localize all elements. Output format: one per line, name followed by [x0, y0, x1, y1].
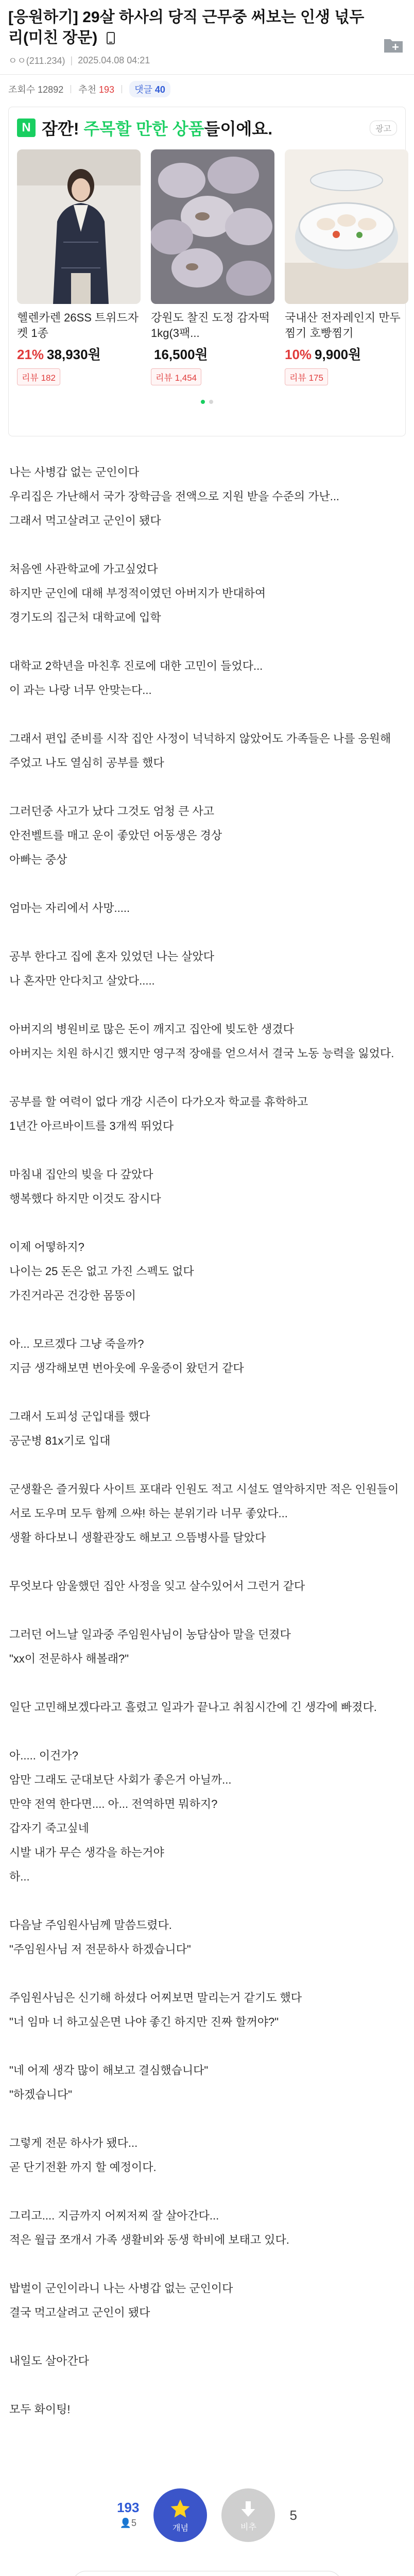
naver-logo: N: [17, 118, 36, 137]
arrow-down-icon: [238, 2499, 258, 2519]
product-price: [17, 344, 141, 363]
product-card[interactable]: [151, 149, 274, 385]
vote-area: [0, 2488, 414, 2542]
body-paragraph: 무엇보다 암울했던 집안 사정을 잊고 살수있어서 그런거 같다: [9, 1580, 305, 1592]
product-price-value: 9,900원: [315, 347, 361, 362]
downvote-label: 비추: [240, 2522, 256, 2532]
upvote-button[interactable]: [153, 2488, 207, 2542]
product-review-badge: 리뷰 1,454: [151, 368, 201, 385]
upvote-count: [117, 2500, 139, 2531]
product-discount: 10%: [285, 347, 312, 362]
body-paragraph: 모두 화이팅!: [9, 2403, 71, 2416]
post-title: [8, 7, 368, 48]
product-price-value: 38,930원: [47, 347, 101, 362]
product-price: [151, 344, 274, 363]
ad-header: [17, 117, 397, 138]
body-paragraph: 그렇게 전문 하사가 됐다... 곧 단기전환 까지 할 예정이다.: [9, 2137, 157, 2174]
recommend-stat: [78, 82, 114, 96]
post-meta: [8, 53, 368, 68]
fixed-user-icon: 👤: [119, 2518, 131, 2528]
ad-title: [42, 116, 272, 140]
upvote-fixed-count: [117, 2515, 139, 2531]
star-icon: [169, 2498, 192, 2520]
add-folder-icon[interactable]: [383, 36, 404, 54]
body-paragraph: 나는 사병갑 없는 군인이다 우리집은 가난해서 국가 장학금을 전액으로 지원 받을 수준의 가난... 그래서 먹고살려고 군인이 됐다: [9, 466, 340, 527]
carousel-dots[interactable]: [17, 400, 397, 404]
body-paragraph: 군생활은 즐거웠다 사이트 포대라 인원도 적고 시설도 열악하지만 적은 인원들이 서로 도우며 모두 함께 으쌰! 하는 분위기라 너무 좋았다... 생활 하다보니 생활관장도 해보고 으뜸병사를 달았다: [9, 1483, 399, 1544]
body-paragraph: 다음날 주임원사님께 말씀드렸다. "주임원사님 저 전문하사 하겠습니다": [9, 1919, 191, 1956]
ad-title-prefix: 잠깐!: [42, 120, 84, 138]
body-paragraph: 아... 모르겠다 그냥 죽을까? 지금 생각해보면 번아웃에 우울증이 왔던거 같다: [9, 1337, 244, 1375]
reply-count-badge[interactable]: [129, 81, 170, 97]
body-paragraph: 처음엔 사관학교에 가고싶었다 하지만 군인에 대해 부정적이였던 아버지가 반대하여 경기도의 집근처 대학교에 입학: [9, 563, 266, 624]
body-paragraph: 일단 고민해보겠다라고 흘렸고 일과가 끝나고 취침시간에 긴 생각에 빠졌다.: [9, 1701, 377, 1714]
body-paragraph: 이제 어떻하지? 나이는 25 돈은 없고 가진 스펙도 없다 가진거라곤 건강한 몸뚱이: [9, 1241, 194, 1302]
upvote-fixed-value: 5: [131, 2518, 136, 2528]
downvote-button[interactable]: [221, 2488, 275, 2542]
ad-badge[interactable]: 광고: [370, 121, 397, 135]
product-price-value: 16,500원: [154, 347, 208, 362]
upvote-count-value: 193: [117, 2500, 140, 2515]
reply-label: 댓글: [134, 84, 152, 95]
meta-separator: |: [70, 55, 73, 65]
product-name[interactable]: 헬렌카렌 26SS 트위드자켓 1종: [17, 311, 139, 340]
recommend-label: 추천: [78, 84, 96, 95]
product-image-steamer[interactable]: [285, 149, 408, 304]
product-name[interactable]: 강원도 찰진 도정 감자떡 1kg(3팩...: [151, 311, 270, 340]
body-paragraph: 마침내 집안의 빚을 다 갚았다 행복했다 하지만 이것도 잠시다: [9, 1168, 161, 1205]
upvote-label: 개념: [172, 2523, 188, 2533]
body-paragraph: 공부를 할 여력이 없다 개강 시즌이 다가오자 학교를 휴학하고 1년간 아르바이트를 3개씩 뛰었다: [9, 1095, 308, 1132]
post-stats: [0, 75, 414, 104]
body-paragraph: 주임원사님은 신기해 하셨다 어찌보면 말리는거 같기도 했다 "너 임마 너 하고싶은면 나야 좋긴 하지만 진짜 할꺼야?": [9, 1991, 302, 2028]
body-paragraph: 그러던중 사고가 났다 그것도 엄청 큰 사고 안전벨트를 매고 운이 좋았던 어동생은 경상 아빠는 중상: [9, 805, 222, 866]
product-card[interactable]: [285, 149, 408, 385]
body-paragraph: 내일도 살아간다: [9, 2354, 89, 2367]
product-card[interactable]: [17, 149, 141, 385]
body-paragraph: 밥벌이 군인이라니 나는 사병갑 없는 군인이다 결국 먹고살려고 군인이 됐다: [9, 2282, 233, 2319]
jacket-photo: [17, 149, 141, 304]
product-review-badge: 리뷰 182: [17, 368, 60, 385]
share-bar: [72, 2571, 342, 2576]
product-price: [285, 344, 408, 363]
carousel-dot[interactable]: [209, 400, 213, 404]
view-count: 조회수 12892: [8, 84, 64, 95]
product-review-badge: 리뷰 175: [285, 368, 328, 385]
body-paragraph: 대학교 2학년을 마친후 진로에 대한 고민이 들었다... 이 과는 나랑 너무 안맞는다...: [9, 659, 263, 697]
carousel-dot-active[interactable]: [201, 400, 205, 404]
product-image-jacket[interactable]: [17, 149, 141, 304]
product-discount: 21%: [17, 347, 44, 362]
body-paragraph: 그래서 편입 준비를 시작 집안 사정이 넉넉하지 않았어도 가족들은 나를 응원해 주었고 나도 열심히 공부를 했다: [9, 732, 394, 769]
downvote-count: 5: [289, 2507, 297, 2523]
body-paragraph: 그러던 어느날 일과중 주임원사님이 농담삼아 말을 던졌다 "xx이 전문하사 해볼래?": [9, 1628, 291, 1665]
ad-title-suffix: 들이에요.: [204, 120, 273, 138]
body-paragraph: 엄마는 자리에서 사망.....: [9, 902, 130, 914]
author-name[interactable]: ㅇㅇ(211.234): [8, 56, 65, 66]
body-paragraph: 아버지의 병원비로 많은 돈이 깨지고 집안에 빚도한 생겼다 아버지는 치원 하시긴 했지만 영구적 장애를 얻으셔서 결국 노동 능력을 잃었다.: [9, 1023, 394, 1060]
post-body: [0, 436, 414, 2421]
body-paragraph: 공부 한다고 집에 혼자 있었던 나는 살았다 나 혼자만 안다치고 살았다.....: [9, 950, 214, 987]
body-paragraph: 그리고.... 지금까지 어찌저찌 잘 살아간다... 적은 월급 쪼개서 가족 생활비와 동생 학비에 보태고 있다.: [9, 2209, 289, 2246]
post-header: [0, 0, 414, 68]
ad-title-highlight: 주목할 만한 상품: [83, 120, 204, 138]
ad-box: [8, 107, 406, 436]
body-paragraph: 아..... 이건가? 암만 그래도 군대보단 사회가 좋은거 아닐까... 만약 전역 한다면.... 아... 전역하면 뭐하지? 갑자기 죽고싶네 시발 내가 무슨 생각을 하는거야 하...: [9, 1749, 232, 1883]
steamer-photo: [285, 149, 408, 304]
recommend-count: 193: [99, 84, 115, 95]
body-paragraph: "네 어제 생각 많이 해보고 결심했습니다" "하겠습니다": [9, 2064, 209, 2101]
rice-cake-photo: [151, 149, 274, 304]
body-paragraph: 그래서 도피성 군입대를 했다 공군병 81x기로 입대: [9, 1410, 150, 1447]
product-list: [17, 149, 401, 385]
post-date: 2025.04.08 04:21: [78, 55, 150, 65]
product-image-rice-cake[interactable]: [151, 149, 274, 304]
post-title-text: [응원하기] 29살 하사의 당직 근무중 써보는 인생 넋두리(미친 장문): [8, 9, 365, 46]
mobile-icon: [105, 32, 116, 44]
product-name[interactable]: 국내산 전자레인지 만두찜기 호빵찜기: [285, 311, 401, 340]
reply-count: 40: [154, 84, 165, 95]
